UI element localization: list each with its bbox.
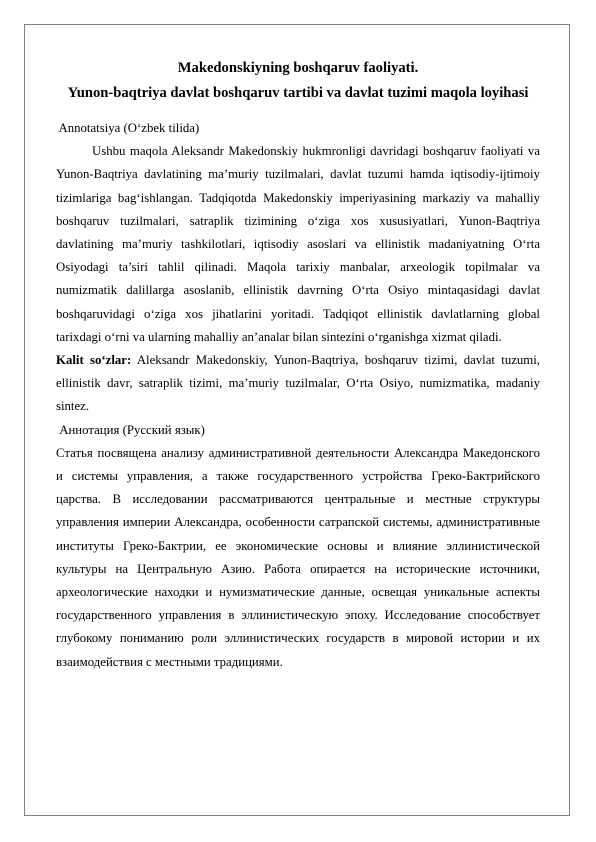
annotation-uz-label: Annotatsiya (O‘zbek tilida) xyxy=(56,121,200,135)
annotation-uz-text: Ushbu maqola Aleksandr Makedonskiy hukmronligi davridagi boshqaruv faoliyati va Yunon-Baqtriya davlatining ma’muriy tuzilmalari, davlat tuzumi hamda iqtisodiy-ijtimoiy tizimlariga bag‘ishlangan. Tadqiqotda Makedonskiy imperiyasining markaziy va mahalliy boshqaruv tuzilmalari, satraplik tizimining o‘ziga xos xususiyatlari, Yunon-Baqtriya davlatining ma’muriy tashkilotlari, iqtisodiy asoslari va ellinistik madaniyatning O‘rta Osiyodagi ta’siri tahlil qilinadi. Maqola tarixiy manbalar, arxeologik topilmalar va numizmatik dalillarga asoslanib, ellinistik davrning O‘rta Osiyo mintaqasidagi davlat boshqaruvidagi o‘ziga xos jihatlarini yoritadi. Tadqiqot ellinistik davlatlarning global tarixdagi o‘rni va ularning mahalliy an’analar bilan sintezini o‘rganishga xizmat qiladi. xyxy=(56,144,540,344)
keywords-paragraph xyxy=(56,349,540,419)
keywords-text: Aleksandr Makedonskiy, Yunon-Baqtriya, boshqaruv tizimi, davlat tuzumi, ellinistik davr, satraplik tizimi, ma’muriy tuzilmalar, O‘rta Osiyo, numizmatika, madaniy sintez. xyxy=(56,353,541,414)
title-line-2: Yunon-baqtriya davlat boshqaruv tartibi va davlat tuzimi maqola loyihasi xyxy=(67,84,529,101)
spacer xyxy=(56,105,540,117)
document-body xyxy=(56,56,540,674)
keywords-label: Kalit so‘zlar: xyxy=(56,353,132,368)
annotation-ru-text: Статья посвящена анализу административной деятельности Александра Македонского и системы управления, а также государственного устройства Греко-Бактрийского царства. В исследовании рассматриваются центральные и местные структуры управления империи Александра, особенности сатрапской системы, административные институты Греко-Бактрии, ее экономические основы и влияние эллинистической культуры на Центральную Азию. Работа опирается на исторические источники, археологические находки и нумизматические данные, освещая уникальные аспекты государственного управления в эллинистическую эпоху. Исследование способствует глубокому пониманию роли эллинистических государств в мировой истории и их взаимодействия с местными традициями. xyxy=(56,445,540,669)
title-line-1: Makedonskiyning boshqaruv faoliyati. xyxy=(177,60,419,76)
annotation-ru-label: Аннотация (Русский язык) xyxy=(56,422,205,437)
